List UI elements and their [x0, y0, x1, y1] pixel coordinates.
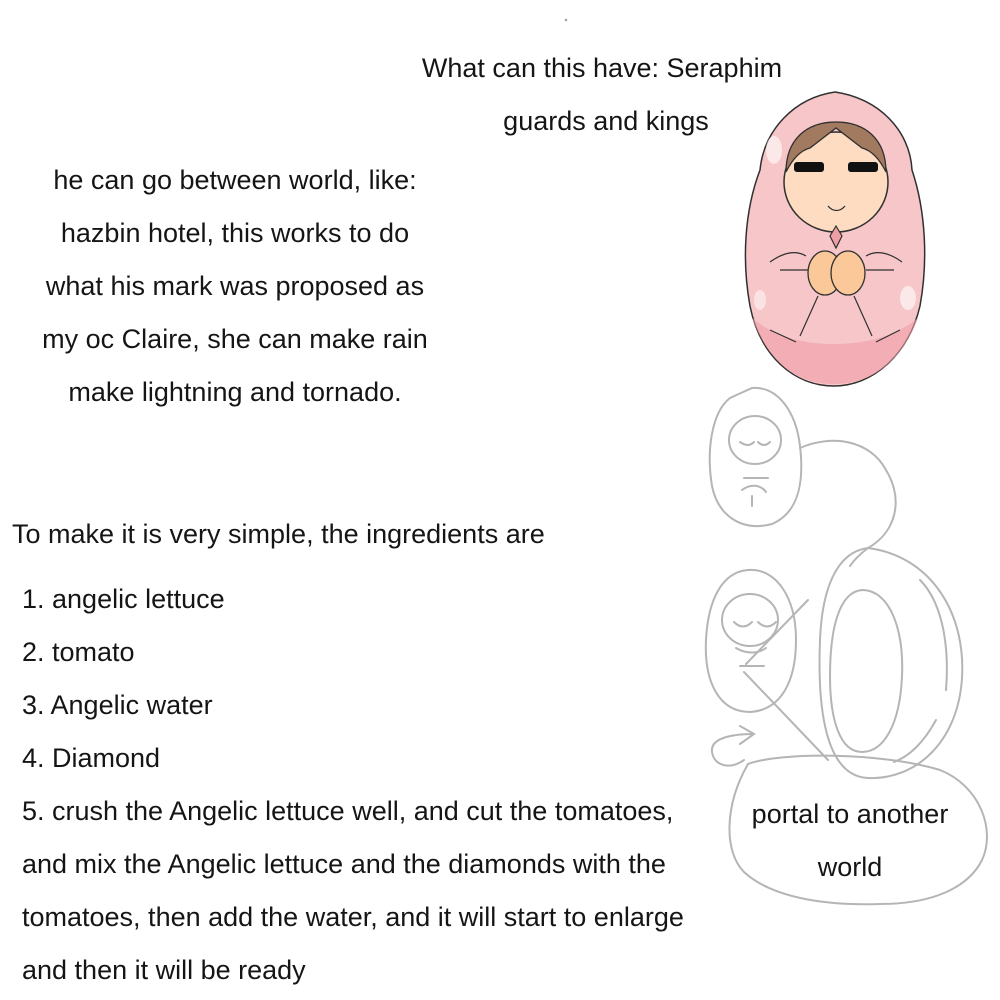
- top-note-line: guards and kings: [503, 106, 709, 136]
- sketch-small-doll-details: [740, 442, 770, 506]
- ingredient-item: 1. angelic lettuce: [22, 584, 225, 614]
- left-note-line: what his mark was proposed as: [45, 271, 425, 301]
- instruction-line: and then it will be ready: [22, 955, 306, 985]
- sketch-small-doll: [706, 570, 796, 712]
- recipe-intro: To make it is very simple, the ingredients are: [12, 519, 545, 549]
- top-note-line: What can this have: Seraphim: [421, 53, 783, 83]
- ingredient-item: 2. tomato: [22, 637, 135, 667]
- instruction-line: tomatoes, then add the water, and it will start to enlarge: [22, 902, 684, 932]
- doll-sunglasses: [794, 162, 824, 172]
- portal-caption-line: world: [817, 852, 883, 882]
- left-note-line: my oc Claire, she can make rain: [42, 324, 428, 354]
- ingredient-item: 4. Diamond: [22, 743, 161, 773]
- instruction-line: 5. crush the Angelic lettuce well, and cut the tomatoes,: [22, 796, 674, 826]
- doll-highlight: [900, 286, 916, 310]
- stray-dot: [565, 19, 567, 21]
- sketch-small-doll: [710, 388, 802, 526]
- sketch-wand: [744, 600, 828, 760]
- sketch-loop-arrow: [800, 441, 896, 566]
- doll-highlight: [754, 290, 766, 310]
- portal-caption-line: portal to another: [751, 799, 949, 829]
- ingredient-item: 3. Angelic water: [22, 690, 213, 720]
- doll-sunglasses: [848, 162, 878, 172]
- left-note-line: he can go between world, like:: [53, 165, 417, 195]
- sketch-small-doll-face: [729, 416, 781, 464]
- doll-highlight: [766, 136, 782, 164]
- portal-caption: [730, 788, 970, 894]
- sketch-portal-ring: [820, 548, 963, 778]
- sketch-small-doll-face: [722, 594, 778, 646]
- instruction-line: and mix the Angelic lettuce and the diamonds with the: [22, 849, 666, 879]
- left-note-line: make lightning and tornado.: [68, 377, 402, 407]
- matryoshka-doll-illustration: [745, 92, 924, 386]
- sketch-portal-arrow: [712, 726, 754, 766]
- doll-hand: [831, 251, 865, 295]
- left-note-line: hazbin hotel, this works to do: [60, 218, 410, 248]
- sketch-portal-ring: [830, 590, 902, 752]
